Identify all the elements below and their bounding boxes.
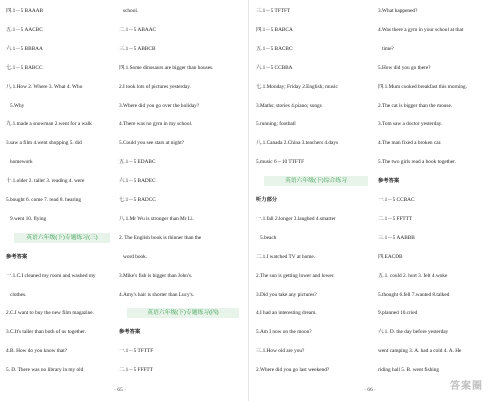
answer-line: 5.Could you see stars at night? — [119, 140, 185, 147]
answer-line: 3.Maths; stories 4.piano; songs — [256, 102, 322, 109]
answer-line: 5.music 6－10 TTFTF — [256, 159, 305, 166]
answer-line: 3.Mike's fish is bigger than John's. — [119, 272, 193, 279]
answer-line: 八.1.Mr Wu is stronger than Mr Li. — [119, 215, 194, 222]
right-column-2 — [378, 0, 498, 380]
answer-line: 5. D. There was no library in my old — [6, 367, 84, 374]
answer-line: 四.1－5 BABCA — [256, 26, 293, 33]
page-number: · 66 · — [364, 387, 376, 393]
answer-line: 5.How did you go there? — [378, 64, 431, 71]
answer-line: 七.1－5 BABCC — [6, 64, 43, 71]
answer-line: 2.I took lots of pictures yesterday. — [119, 83, 191, 90]
answer-line: 9.planned 10.cried — [378, 310, 418, 317]
answer-line: 5.beach — [260, 234, 277, 241]
page-number: · 65 · — [114, 387, 126, 393]
answer-line: 三.1－5 TFTFT — [256, 8, 291, 14]
answer-line: 4.B. How do you know that? — [6, 348, 68, 355]
answer-line: 2.The cat is bigger than the mouse. — [378, 102, 453, 109]
answer-line: 二.1.I watched TV at home. — [256, 253, 316, 260]
answer-line: 5.bought 6. come 7. read 8. hearing — [6, 197, 82, 203]
answer-line: 2. The English book is thinner than the — [119, 234, 202, 241]
answer-line: 八.1.How 2. Where 3. What 4. Who — [6, 83, 83, 90]
answer-line: 三.1－5 AABBB — [378, 234, 415, 241]
answer-line: 二.1－5 FFTTT — [378, 215, 413, 222]
answer-line: 一.1.fall 2.longer 3.laughed 4.smarter — [256, 215, 336, 222]
watermark-logo: 答案圈 — [450, 381, 483, 392]
answer-line: 5.thought 6.fell 7.wanted 8.talked — [378, 291, 450, 298]
answer-line: school. — [123, 8, 139, 14]
answer-line: 三.1－5 ABBCB — [119, 45, 156, 52]
answer-line: 5.The two girls read a book together. — [378, 159, 456, 166]
answer-line: 七.1.Monday; Friday 2.English; music — [256, 83, 338, 90]
answer-line: went camping 3. A. had a cold 4. A. He — [378, 348, 462, 355]
answer-line: 一.1.C.I cleaned my room and washed my — [6, 272, 96, 279]
answer-line: 2.The sun is getting lower and lower. — [256, 272, 335, 279]
answer-line: 一.1－5 CCBAC — [378, 197, 415, 203]
answer-line: homework — [10, 159, 33, 166]
section-banner: 英语六年级(下)专题练习(四) — [127, 308, 239, 318]
answer-line: 3.Did you take any pictures? — [256, 291, 317, 298]
answer-line: clothes. — [10, 291, 27, 298]
answer-line: 3.Tom saw a doctor yesterday. — [378, 121, 443, 128]
answer-line: 一.1－5 TFTTF — [119, 348, 154, 355]
right-page — [250, 0, 500, 401]
answer-line: 十.1.older 2. taller 3. reading 4. were — [6, 178, 85, 185]
answer-line: 六.1. D. the day before yesterday — [378, 329, 449, 336]
answer-line: 四.1.Some dinosaurs are bigger than houses. — [119, 64, 214, 71]
answer-line: 4.There was no gym in my school. — [119, 121, 193, 128]
answer-line: 5.Why — [10, 102, 25, 109]
section-banner: 英语六年级(下)专题练习(三) — [14, 233, 110, 243]
answer-line: time? — [382, 45, 394, 52]
answer-line: 4.Was there a gym in your school at that — [378, 26, 464, 33]
answer-line: 五.1－5 BACBC — [256, 45, 293, 52]
section-banner: 英语六年级(下)综合练习 — [264, 176, 368, 186]
answer-line: 五.1. could 2. hurt 3. felt 4.woke — [378, 272, 448, 279]
section-heading: 参考答案 — [119, 329, 141, 336]
answer-line: word book. — [123, 253, 148, 260]
answer-line: 五.1－5 AACBC — [6, 26, 43, 33]
answer-line: 九.1.made a snowman 2.went for a walk — [6, 121, 92, 128]
answer-line: 3.C.It's taller than both of us together. — [6, 329, 86, 336]
answer-line: 四.1.Mum cooked breakfast this morning. — [378, 83, 468, 90]
answer-line: 六.1－5 BADEC — [119, 178, 156, 185]
answer-line: 六.1－5 CCBBA — [256, 64, 293, 71]
answer-line: 3.What happened? — [378, 8, 418, 14]
left-column-1 — [6, 0, 116, 380]
answer-line: 3.saw a film 4.went shopping 5. did — [6, 140, 82, 147]
answer-line: 9.went 10. flying — [10, 215, 47, 222]
section-heading: 听力部分 — [256, 197, 278, 203]
answer-line: 二.1－5 FFFTT — [119, 367, 153, 374]
answer-line: 五.1－5 EDABC — [119, 159, 156, 166]
answer-line: 四.1－5 BAAAB — [6, 8, 44, 14]
answer-line: 四.EACDB — [378, 253, 403, 260]
answer-line: 5.running; football — [256, 121, 296, 128]
right-column-1 — [256, 0, 374, 380]
answer-line: 4.Amy's hair is shorter than Lucy's. — [119, 291, 195, 298]
answer-line: 3.Where did you go over the holiday? — [119, 102, 200, 109]
answer-line: 4.I had an interesting dream. — [256, 310, 317, 317]
section-heading: 参考答案 — [6, 253, 28, 260]
answer-line: 2.Where did you go last weekend? — [256, 367, 330, 374]
answer-line: 二.1－5 ABAAC — [119, 26, 157, 33]
answer-line: 2.C.I want to buy the new film magazine. — [6, 310, 94, 317]
left-page — [0, 0, 249, 401]
answer-line: 4.The man fixed a broken car. — [378, 140, 442, 147]
answer-line: 七.1－5 BADCC — [119, 197, 156, 203]
answer-line: riding hall 5. B. went fishing — [378, 367, 440, 374]
left-column-2 — [119, 0, 245, 380]
section-heading: 参考答案 — [378, 178, 400, 185]
answer-line: 三.1.How old are you? — [256, 348, 305, 355]
answer-line: 八.1.Canada 2.China 3.teachers 4.days — [256, 140, 339, 147]
answer-line: 5.Am I now on the moon? — [256, 329, 312, 336]
answer-line: 六.1－5 BBBAA — [6, 45, 43, 52]
